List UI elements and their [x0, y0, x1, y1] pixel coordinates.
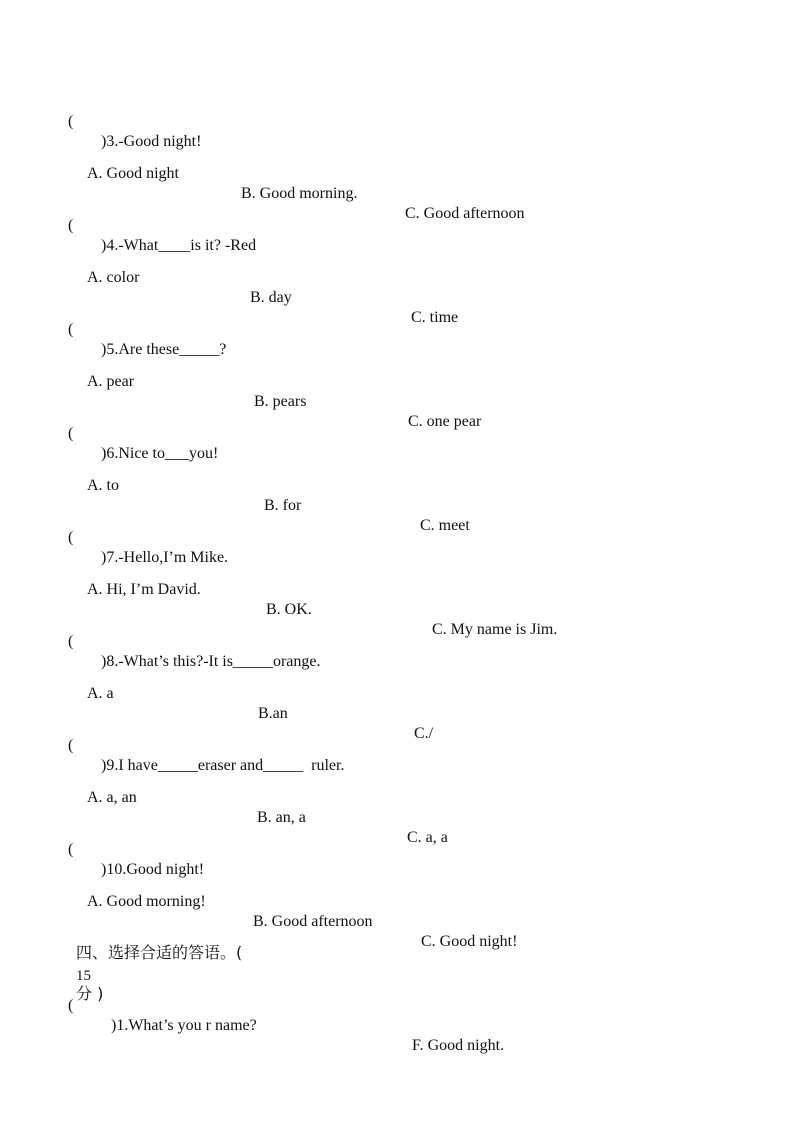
- option-a[interactable]: A. pear: [87, 373, 135, 390]
- question-stem: )5.Are these_____?: [101, 341, 227, 358]
- answer-paren[interactable]: (: [68, 997, 74, 1014]
- question-stem: )10.Good night!: [101, 861, 205, 878]
- answer-paren[interactable]: (: [68, 425, 74, 442]
- question-stem: )1.What’s you r name?: [111, 1017, 257, 1034]
- option-c[interactable]: C. My name is Jim.: [432, 621, 558, 638]
- answer-paren[interactable]: (: [68, 737, 74, 754]
- question-6: [0, 404, 219, 464]
- option-b[interactable]: B. Good morning.: [241, 185, 358, 202]
- option-a[interactable]: A. a: [87, 685, 114, 702]
- option-b[interactable]: B. an, a: [257, 809, 306, 826]
- question-stem: )4.-What____is it? -Red: [101, 237, 257, 254]
- question-7: [0, 508, 229, 568]
- answer-paren[interactable]: (: [68, 633, 74, 650]
- option-c[interactable]: C. time: [411, 309, 459, 326]
- answer-paren[interactable]: (: [68, 217, 74, 234]
- answer-paren[interactable]: (: [68, 841, 74, 858]
- question-stem: )7.-Hello,I’m Mike.: [101, 549, 229, 566]
- option-c[interactable]: C. Good night!: [421, 933, 518, 950]
- option-b[interactable]: B. Good afternoon: [253, 913, 373, 930]
- question-stem: )9.I have_____eraser and_____ ruler.: [101, 757, 345, 774]
- answer-paren[interactable]: (: [68, 529, 74, 546]
- option-c[interactable]: C./: [414, 725, 434, 742]
- option-a[interactable]: A. to: [87, 477, 119, 494]
- question-4: [0, 196, 257, 256]
- question-10-options: [0, 872, 518, 952]
- question-5: [0, 300, 227, 360]
- option-c[interactable]: C. one pear: [408, 413, 482, 430]
- option-c[interactable]: C. a, a: [407, 829, 448, 846]
- section-score-unit: 分 ): [76, 984, 104, 1003]
- section-title: 四、选择合适的答语。(: [76, 943, 243, 962]
- answer-paren[interactable]: (: [68, 321, 74, 338]
- option-b[interactable]: B. for: [264, 497, 302, 514]
- option-c[interactable]: C. meet: [420, 517, 470, 534]
- option-a[interactable]: A. Good morning!: [87, 893, 206, 910]
- option-b[interactable]: B. pears: [254, 393, 307, 410]
- question-8: [0, 612, 321, 672]
- question-stem: )8.-What’s this?-It is_____orange.: [101, 653, 321, 670]
- section-score: 15: [76, 968, 91, 984]
- option-a[interactable]: A. a, an: [87, 789, 137, 806]
- option-c[interactable]: C. Good afternoon: [405, 205, 525, 222]
- matching-answer: F. Good night.: [412, 1037, 505, 1054]
- question-10: [0, 820, 205, 880]
- option-a[interactable]: A. Good night: [87, 165, 179, 182]
- answer-paren[interactable]: (: [68, 113, 74, 130]
- option-b[interactable]: B.an: [258, 705, 288, 722]
- question-3: [0, 92, 202, 152]
- section-4-heading: [68, 923, 242, 1005]
- question-9: [0, 716, 345, 776]
- option-b[interactable]: B. OK.: [266, 601, 312, 618]
- option-a[interactable]: A. color: [87, 269, 140, 286]
- option-b[interactable]: B. day: [250, 289, 292, 306]
- question-stem: )3.-Good night!: [101, 133, 202, 150]
- option-a[interactable]: A. Hi, I’m David.: [87, 581, 201, 598]
- question-stem: )6.Nice to___you!: [101, 445, 219, 462]
